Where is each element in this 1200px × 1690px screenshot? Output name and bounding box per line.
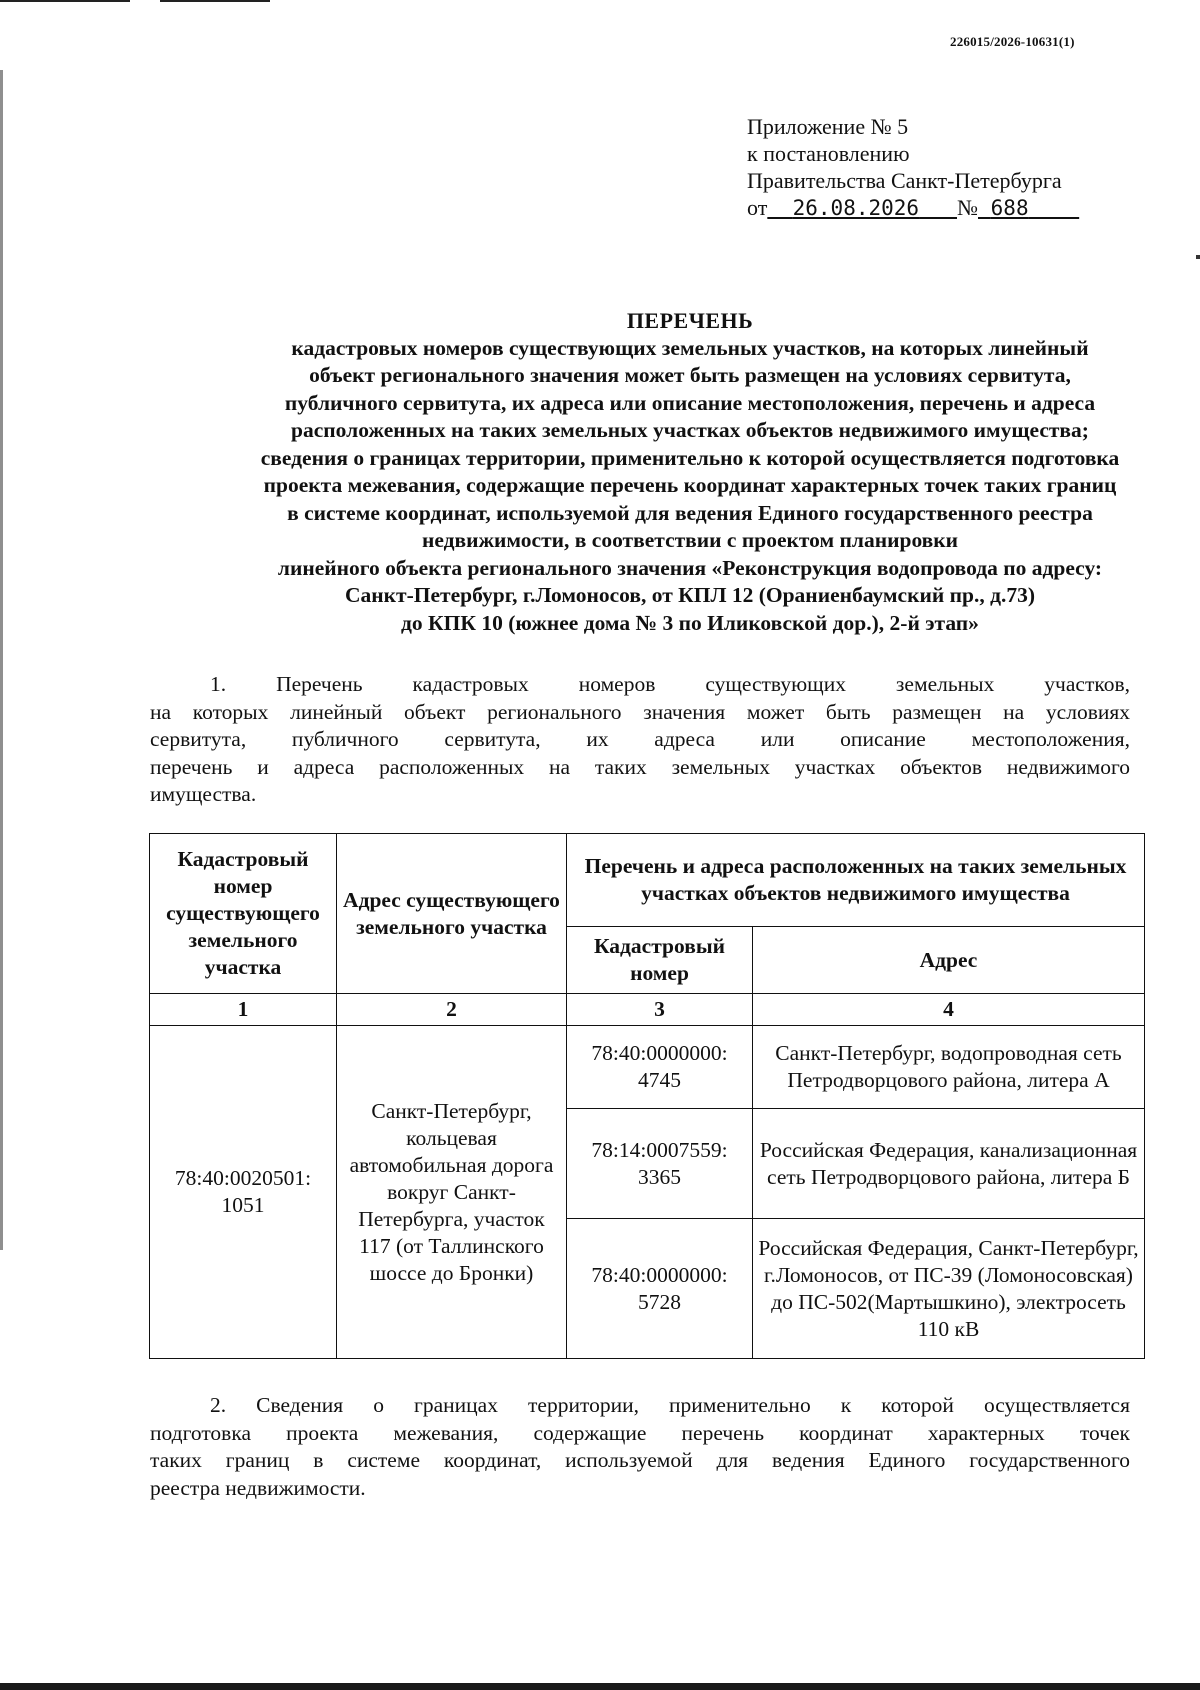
paragraph-line: подготовка проекта межевания, содержащие перечень координат характерных точек <box>150 1420 1130 1445</box>
paragraph-line: 1. Перечень кадастровых номеров существующих земельных участков, <box>210 672 1130 696</box>
title-line: до КПК 10 (южнее дома № 3 по Иликовской дор.), 2-й этап» <box>401 610 979 635</box>
object-address: Российская Федерация, Санкт-Петербург, г.Ломоносов, от ПС-39 (Ломоносовская) до ПС-502(Мартышкино), электросеть 110 кВ <box>753 1219 1145 1359</box>
appendix-line-3: Правительства Санкт-Петербурга <box>747 168 1062 193</box>
column-number: 3 <box>567 994 753 1026</box>
paragraph-line: сервитута, публичного сервитута, их адреса или описание местоположения, <box>150 727 1130 751</box>
number-prefix: № <box>957 195 978 220</box>
cadastral-table <box>149 833 1144 1359</box>
title-line: недвижимости, в соответствии с проектом планировки <box>421 528 959 552</box>
document-title <box>140 307 1200 637</box>
paragraph-2 <box>150 1392 1130 1502</box>
land-cadastral-number: 78:40:0020501: 1051 <box>150 1026 337 1359</box>
appendix-date-line <box>747 194 1167 222</box>
title-main: ПЕРЕЧЕНЬ <box>626 308 754 333</box>
title-line: проекта межевания, содержащие перечень координат характерных точек таких границ <box>263 473 1117 497</box>
date-prefix: от <box>747 195 768 220</box>
paragraph-line: 2. Сведения о границах территории, применительно к которой осуществляется <box>210 1393 1130 1417</box>
appendix-block <box>747 113 1167 222</box>
document-number: 226015/2026-10631(1) <box>950 34 1075 49</box>
title-line: расположенных на таких земельных участках объектов недвижимого имущества; <box>291 418 1089 442</box>
paragraph-1 <box>150 671 1130 809</box>
appendix-line-2: к постановлению <box>747 141 910 166</box>
title-line: кадастровых номеров существующих земельных участков, на которых линейный <box>291 335 1089 360</box>
object-cadastral-number: 78:40:0000000: 5728 <box>567 1219 753 1359</box>
paragraph-line: перечень и адреса расположенных на таких земельных участках объектов недвижимого <box>150 754 1130 779</box>
object-cadastral-number: 78:40:0000000: 4745 <box>567 1026 753 1109</box>
decree-number: 688 <box>990 196 1029 220</box>
object-address: Российская Федерация, канализационная сеть Петродворцового района, литера Б <box>753 1109 1145 1219</box>
object-cadastral-number: 78:14:0007559: 3365 <box>567 1109 753 1219</box>
header-land-cadastral: Кадастровый номер существующего земельного участка <box>150 834 337 994</box>
header-objects-group: Перечень и адреса расположенных на таких земельных участках объектов недвижимого имущества <box>567 834 1145 927</box>
title-line: объект регионального значения может быть размещен на условиях сервитута, <box>309 363 1071 387</box>
land-address: Санкт-Петербург, кольцевая автомобильная дорога вокруг Санкт-Петербурга, участок 117 (от Таллинского шоссе до Бронки) <box>337 1026 567 1359</box>
title-line: в системе координат, используемой для ведения Единого государственного реестра <box>287 500 1093 525</box>
scan-edge-bottom <box>0 1683 1200 1690</box>
table-row <box>150 1026 1145 1109</box>
scan-edge-left <box>0 70 3 1250</box>
header-land-address: Адрес существующего земельного участка <box>337 834 567 994</box>
title-line: Санкт-Петербург, г.Ломоносов, от КПЛ 12 (Ораниенбаумский пр., д.73) <box>345 583 1035 607</box>
header-object-address: Адрес <box>753 927 1145 994</box>
header-object-cadastral: Кадастровый номер <box>567 927 753 994</box>
column-number: 4 <box>753 994 1145 1026</box>
scan-edge-top-mid <box>160 0 270 2</box>
scan-mark-right <box>1196 255 1200 259</box>
appendix-line-1: Приложение № 5 <box>747 114 909 139</box>
paragraph-line: реестра недвижимости. <box>150 1475 366 1500</box>
title-line: линейного объекта регионального значения «Реконструкция водопровода по адресу: <box>277 555 1103 580</box>
title-line: публичного сервитута, их адреса или описание местоположения, перечень и адреса <box>284 390 1096 415</box>
column-number: 1 <box>150 994 337 1026</box>
object-address: Санкт-Петербург, водопроводная сеть Петродворцового района, литера А <box>753 1026 1145 1109</box>
title-line: сведения о границах территории, применительно к которой осуществляется подготовка <box>260 445 1120 470</box>
column-number: 2 <box>337 994 567 1026</box>
paragraph-line: таких границ в системе координат, используемой для ведения Единого государственного <box>150 1448 1130 1472</box>
decree-date: 26.08.2026 <box>792 196 920 220</box>
paragraph-line: имущества. <box>150 782 257 806</box>
paragraph-line: на которых линейный объект регионального значения может быть размещен на условиях <box>150 699 1130 724</box>
scan-edge-top <box>0 0 130 2</box>
